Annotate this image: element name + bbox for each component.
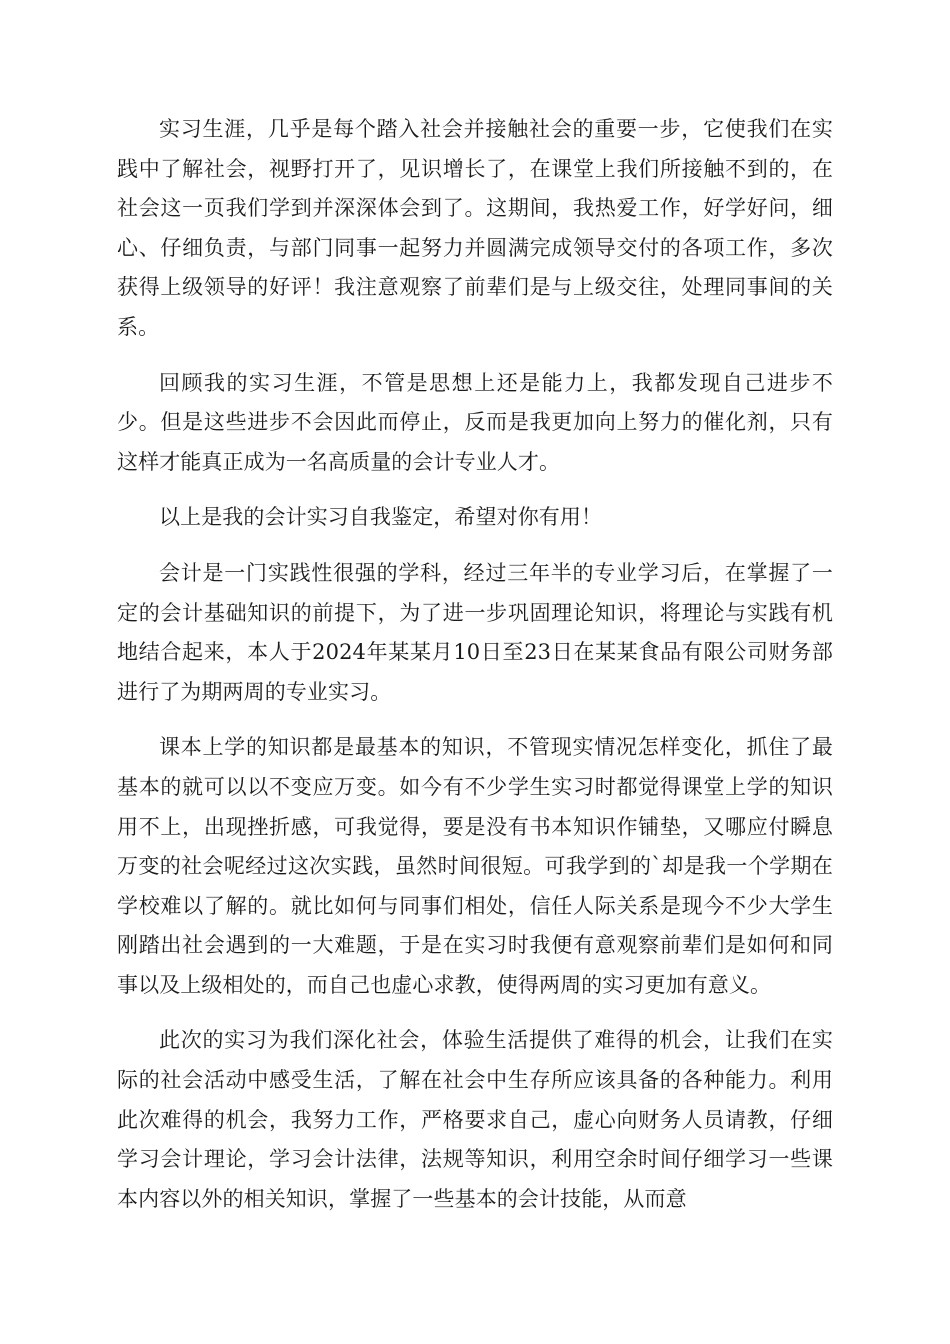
paragraph-textbook-knowledge: 课本上学的知识都是最基本的知识，不管现实情况怎样变化，抓住了最基本的就可以以不变应万变。如今有不少学生实习时都觉得课堂上学的知识用不上，出现挫折感，可我觉得，要是没有书本知识作铺垫，又哪应付瞬息万变的社会呢经过这次实践，虽然时间很短。可我学到的`却是我一个学期在学校难以了解的。就比如何与同事们相处，信任人际关系是现今不少大学生刚踏出社会遇到的一大难题，于是在实习时我便有意观察前辈们是如何和同事以及上级相处的，而自己也虚心求教，使得两周的实习更加有意义。 <box>117 735 833 997</box>
paragraph-internship-experience: 实习生涯，几乎是每个踏入社会并接触社会的重要一步，它使我们在实践中了解社会，视野打开了，见识增长了，在课堂上我们所接触不到的，在社会这一页我们学到并深深体会到了。这期间，我热爱工作，好学好问，细心、仔细负责，与部门同事一起努力并圆满完成领导交付的各项工作，多次获得上级领导的好评！我注意观察了前辈们是与上级交往，处理同事间的关系。 <box>117 117 833 339</box>
paragraph-review: 回顾我的实习生涯，不管是思想上还是能力上，我都发现自己进步不少。但是这些进步不会因此而停止，反而是我更加向上努力的催化剂，只有这样才能真正成为一名高质量的会计专业人才。 <box>117 370 833 474</box>
paragraph-closing-note: 以上是我的会计实习自我鉴定，希望对你有用！ <box>159 505 603 530</box>
document-body <box>117 110 833 1235</box>
paragraph-internship-opportunity: 此次的实习为我们深化社会，体验生活提供了难得的机会，让我们在实际的社会活动中感受生活，了解在社会中生存所应该具备的各种能力。利用此次难得的机会，我努力工作，严格要求自己，虚心向财务人员请教，仔细学习会计理论，学习会计法律，法规等知识，利用空余时间仔细学习一些课本内容以外的相关知识，掌握了一些基本的会计技能，从而意 <box>117 1028 833 1211</box>
paragraph-accounting-intro: 会计是一门实践性很强的学科，经过三年半的专业学习后，在掌握了一定的会计基础知识的前提下，为了进一步巩固理论知识，将理论与实践有机地结合起来，本人于2024年某某月10日至23日在某某食品有限公司财务部进行了为期两周的专业实习。 <box>117 560 833 704</box>
